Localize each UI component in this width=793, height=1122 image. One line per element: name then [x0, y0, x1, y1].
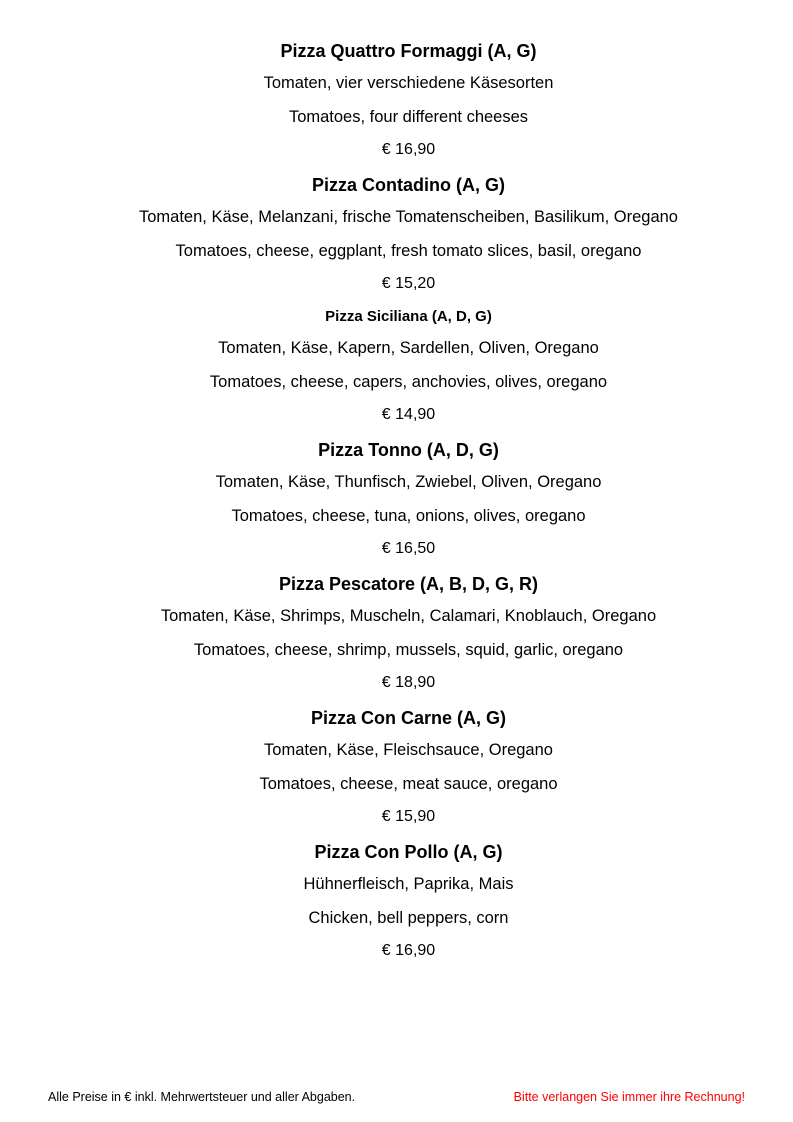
menu-item-description-de: Hühnerfleisch, Paprika, Mais: [303, 875, 514, 893]
menu-item-price: € 15,90: [381, 808, 436, 825]
menu-item-title: Pizza Con Pollo (A, G): [314, 842, 503, 862]
receipt-warning: Bitte verlangen Sie immer ihre Rechnung!: [513, 1090, 745, 1104]
menu-item-description-de: Tomaten, Käse, Kapern, Sardellen, Oliven, Oregano: [218, 339, 599, 357]
menu-item-description-en: Tomatoes, cheese, capers, anchovies, olives, oregano: [209, 372, 608, 391]
menu-item-description-en: Tomatoes, cheese, meat sauce, oregano: [259, 774, 558, 793]
menu-item-description-en: Tomatoes, cheese, tuna, onions, olives, oregano: [231, 506, 586, 525]
menu-item-con-carne: [0, 705, 793, 828]
price-note: Alle Preise in € inkl. Mehrwertsteuer und aller Abgaben.: [48, 1090, 356, 1104]
menu-item-title: Pizza Siciliana (A, D, G): [325, 308, 492, 325]
menu-item-con-pollo: [0, 839, 793, 962]
menu-item-price: € 16,90: [381, 942, 436, 959]
menu-item-description-en: Tomatoes, cheese, eggplant, fresh tomato slices, basil, oregano: [175, 241, 642, 260]
menu-item-description-en: Tomatoes, cheese, shrimp, mussels, squid, garlic, oregano: [193, 640, 624, 659]
page-footer: [0, 1088, 793, 1106]
menu-item-price: € 16,90: [381, 141, 436, 158]
menu-item-quattro-formaggi: [0, 38, 793, 161]
menu-item-description-de: Tomaten, vier verschiedene Käsesorten: [263, 74, 554, 92]
menu-item-title: Pizza Tonno (A, D, G): [318, 440, 499, 460]
menu-item-title: Pizza Contadino (A, G): [312, 175, 505, 195]
menu-item-description-de: Tomaten, Käse, Fleischsauce, Oregano: [264, 741, 553, 759]
menu-item-pescatore: [0, 571, 793, 694]
menu-item-description-de: Tomaten, Käse, Thunfisch, Zwiebel, Oliven, Oregano: [215, 473, 602, 491]
menu-item-description-de: Tomaten, Käse, Shrimps, Muscheln, Calamari, Knoblauch, Oregano: [160, 607, 657, 625]
menu-item-price: € 18,90: [381, 674, 436, 691]
menu-item-title: Pizza Quattro Formaggi (A, G): [280, 41, 537, 61]
menu-item-tonno: [0, 437, 793, 560]
pizza-menu: [0, 38, 793, 973]
menu-item-description-de: Tomaten, Käse, Melanzani, frische Tomatenscheiben, Basilikum, Oregano: [139, 208, 678, 226]
menu-item-price: € 16,50: [381, 540, 436, 557]
menu-item-siciliana: [0, 306, 793, 426]
menu-item-price: € 15,20: [381, 275, 436, 292]
menu-item-contadino: [0, 172, 793, 295]
menu-item-title: Pizza Con Carne (A, G): [310, 708, 507, 728]
menu-item-description-en: Chicken, bell peppers, corn: [308, 908, 509, 927]
menu-item-price: € 14,90: [381, 406, 436, 423]
menu-item-description-en: Tomatoes, four different cheeses: [288, 107, 529, 126]
menu-item-title: Pizza Pescatore (A, B, D, G, R): [278, 574, 539, 594]
